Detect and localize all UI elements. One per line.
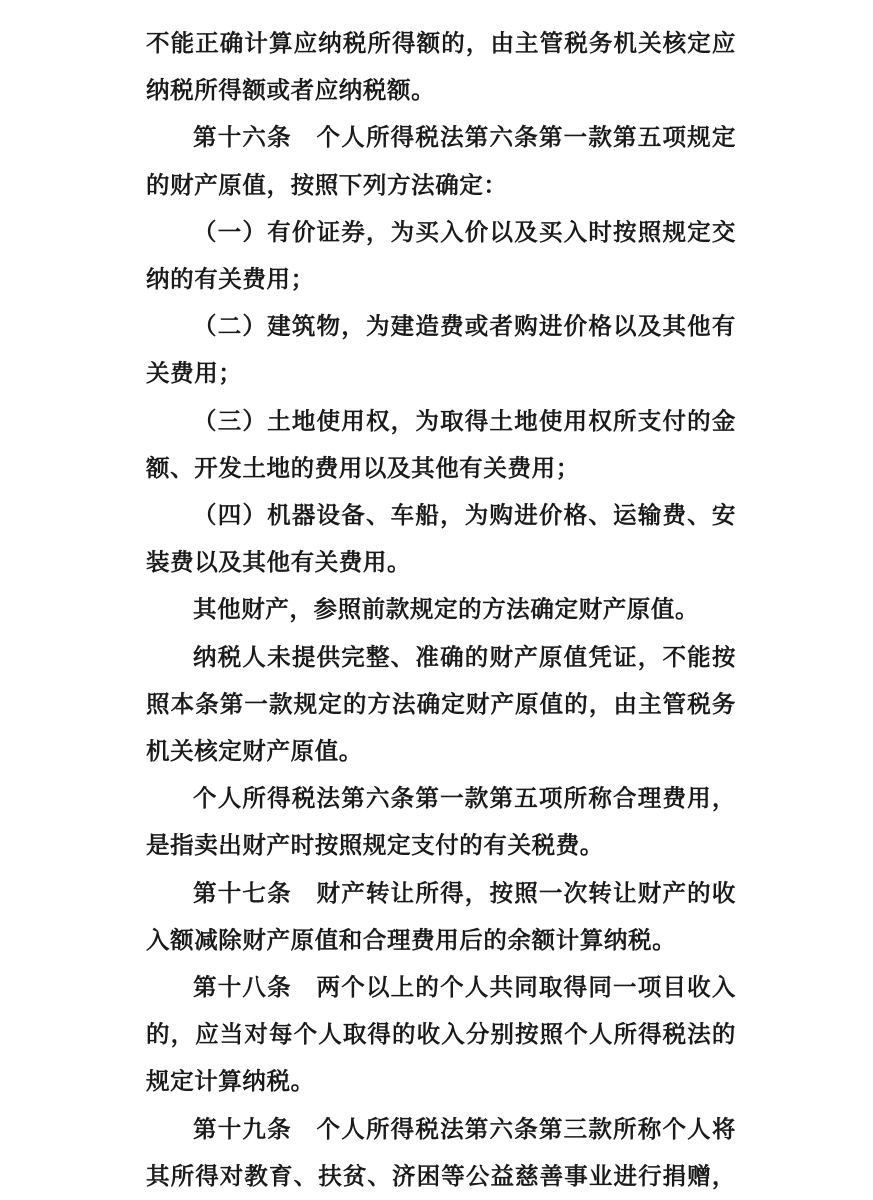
paragraph-item-1: （一）有价证券，为买入价以及买入时按照规定交纳的有关费用； [146,217,736,294]
paragraph-item-4: （四）机器设备、车船，为购进价格、运输费、安装费以及其他有关费用。 [146,501,736,577]
paragraph-article-18: 第十八条 两个以上的个人共同取得同一项目收入的，应当对每个人取得的收入分别按照个人所得税法的规定计算纳税。 [146,973,736,1096]
paragraph-item-3: （三）土地使用权，为取得土地使用权所支付的金额、开发土地的费用以及其他有关费用； [146,406,736,482]
paragraph-article-17: 第十七条 财产转让所得，按照一次转让财产的收入额减除财产原值和合理费用后的余额计算纳税。 [146,878,736,954]
paragraph-reasonable-expenses: 个人所得税法第六条第一款第五项所称合理费用，是指卖出财产时按照规定支付的有关税费。 [146,784,736,860]
paragraph-no-voucher: 纳税人未提供完整、准确的财产原值凭证，不能按照本条第一款规定的方法确定财产原值的，由主管税务机关核定财产原值。 [146,642,736,766]
paragraph-other-property: 其他财产，参照前款规定的方法确定财产原值。 [193,595,700,624]
paragraph-article-16: 第十六条 个人所得税法第六条第一款第五项规定的财产原值，按照下列方法确定： [146,123,736,199]
paragraph-article-19: 第十九条 个人所得税法第六条第三款所称个人将其所得对教育、扶贫、济困等公益慈善事业进行捐赠， [146,1114,736,1190]
document-body [146,20,736,1200]
paragraph-continuation: 不能正确计算应纳税所得额的，由主管税务机关核定应纳税所得额或者应纳税额。 [146,29,736,105]
paragraph-item-2: （二）建筑物，为建造费或者购进价格以及其他有关费用； [146,312,736,388]
